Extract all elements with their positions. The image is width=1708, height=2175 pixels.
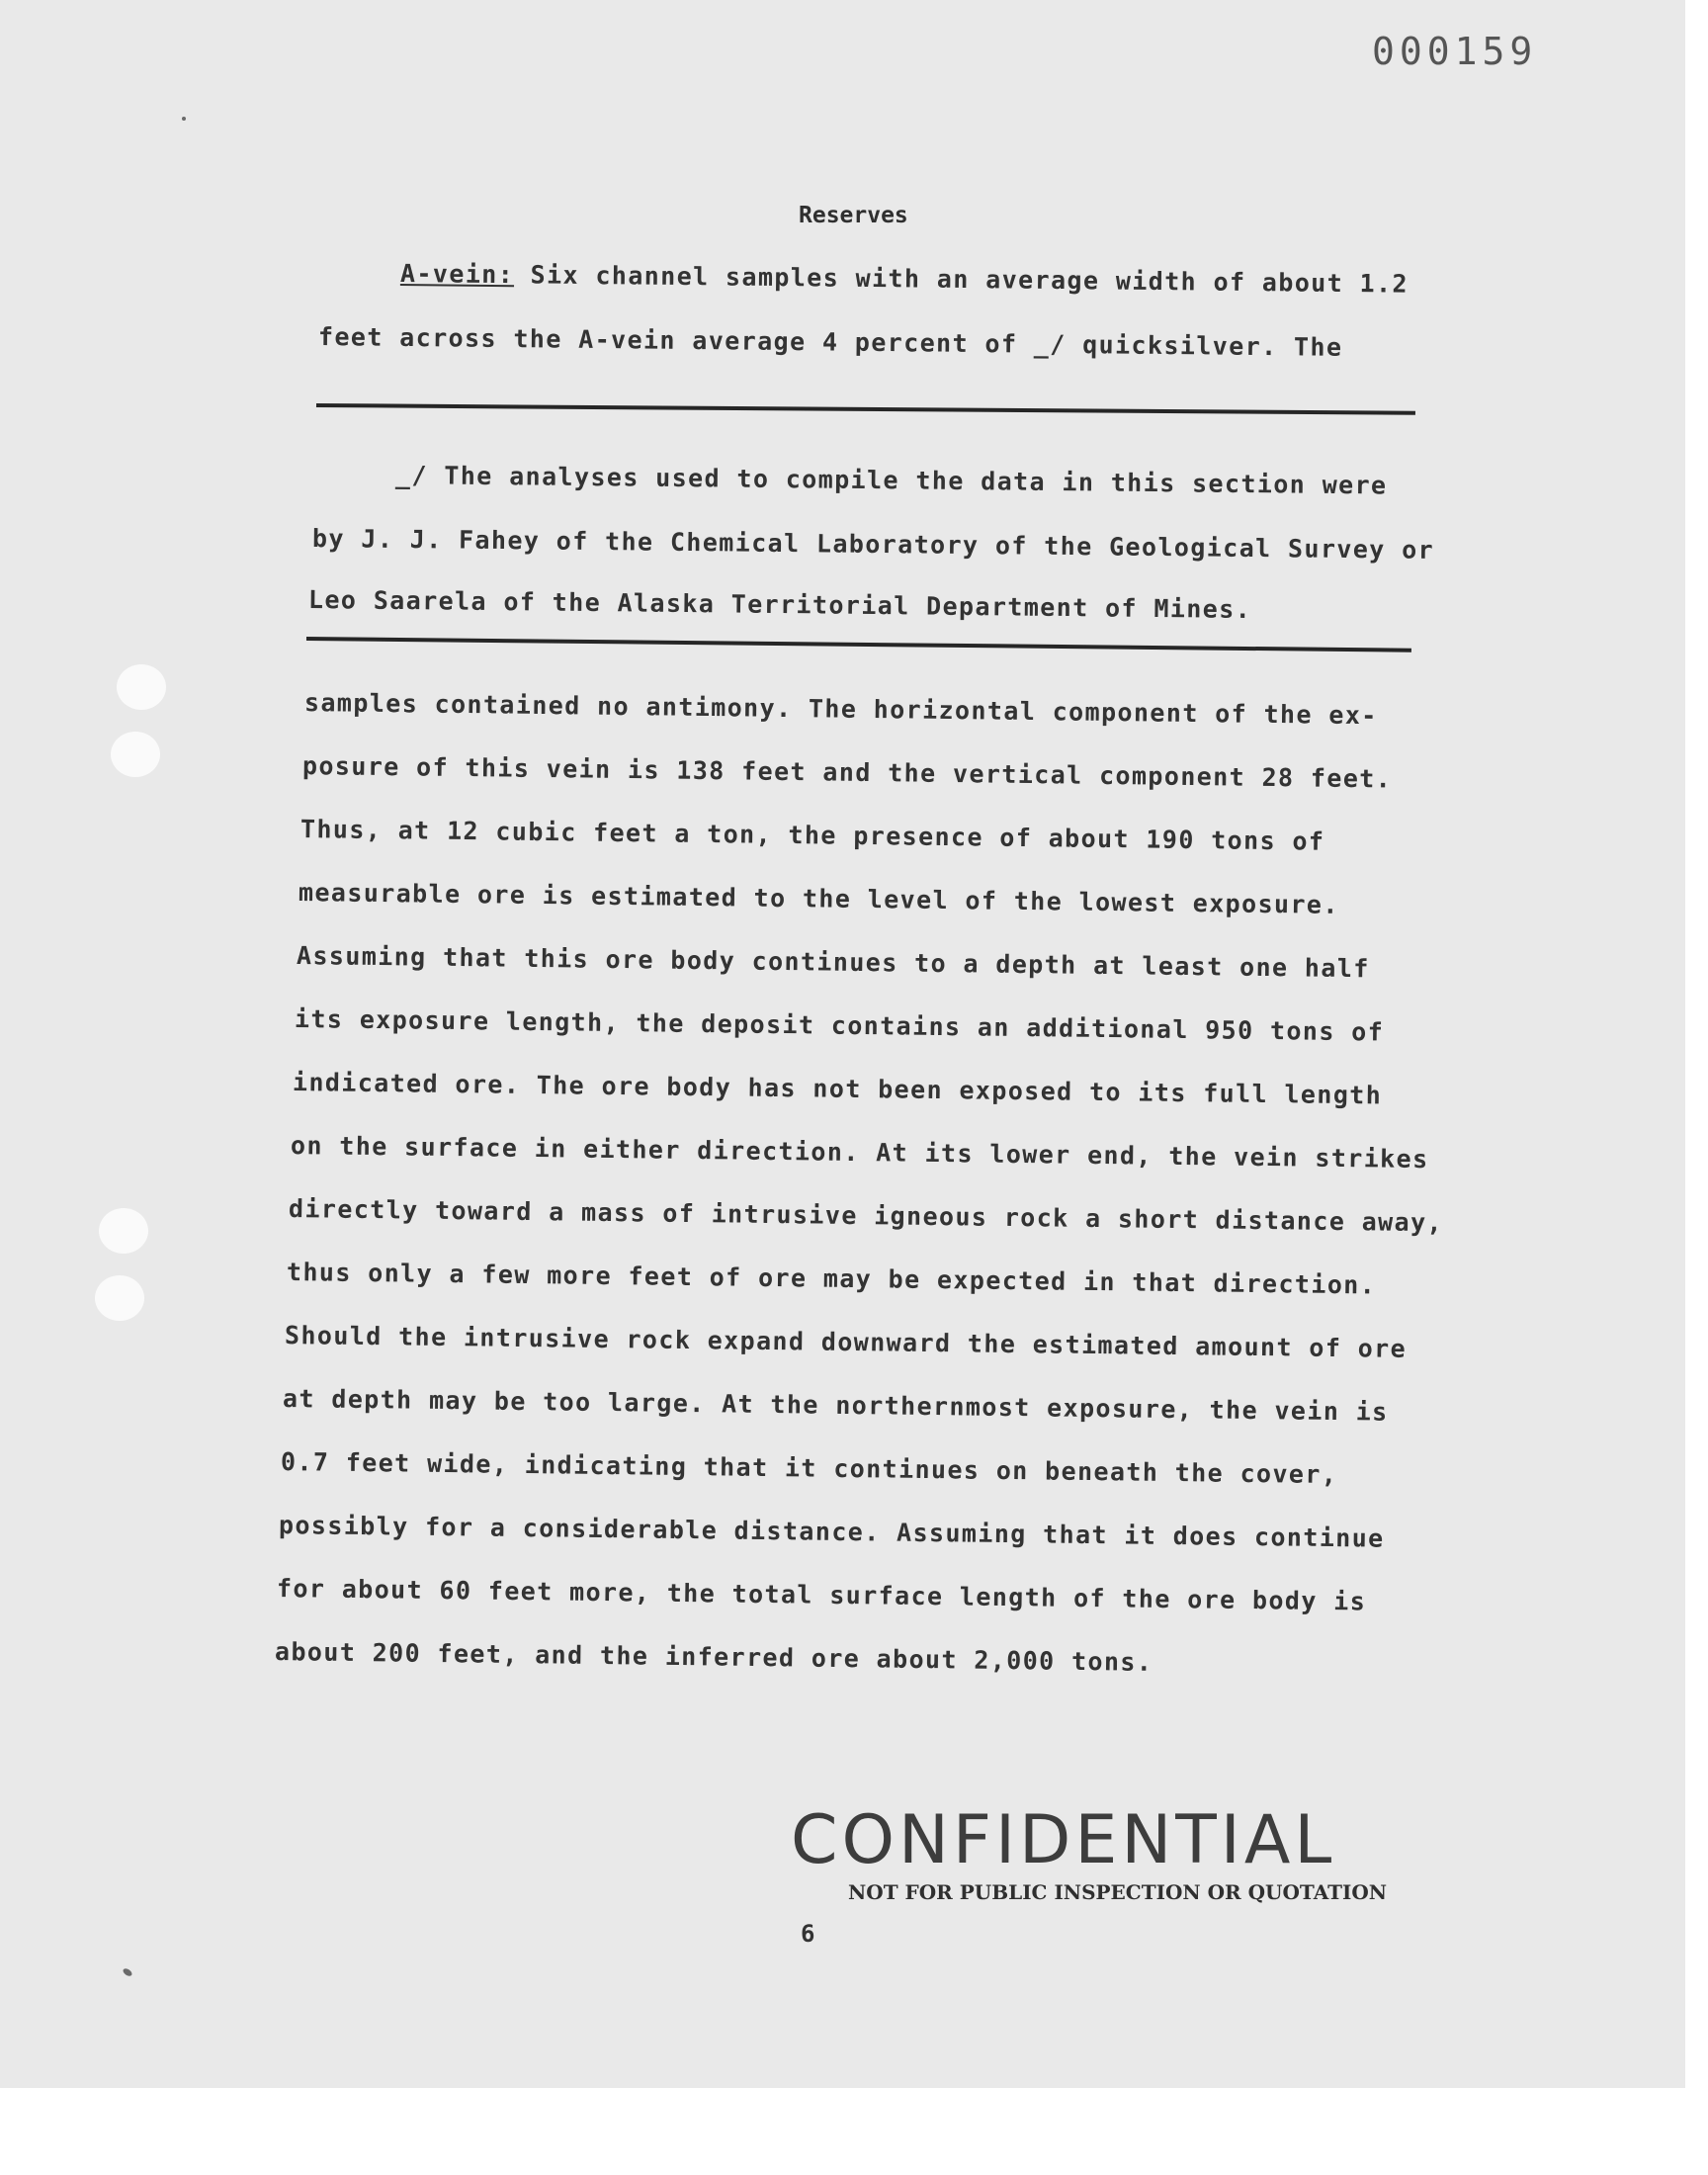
body-line-12: at depth may be too large. At the northernmost exposure, the vein is: [282, 1384, 1389, 1427]
body-line-11: Should the intrusive rock expand downward the estimated amount of ore: [284, 1321, 1408, 1363]
body-line-3: Thus, at 12 cubic feet a ton, the presence of about 190 tons of: [299, 815, 1325, 856]
body-line-15: for about 60 feet more, the total surface length of the ore body is: [276, 1574, 1367, 1616]
body-line-5: Assuming that this ore body continues to a depth at least one half: [296, 941, 1370, 984]
body-line-6: its exposure length, the deposit contains an additional 950 tons of: [294, 1004, 1385, 1047]
body-line-10: thus only a few more feet of ore may be expected in that direction.: [286, 1258, 1377, 1300]
scan-speck: [182, 117, 186, 121]
section-heading: Reserves: [799, 203, 908, 228]
body-line-13: 0.7 feet wide, indicating that it continues on beneath the cover,: [280, 1447, 1338, 1490]
footnote-bottom-rule: [306, 637, 1411, 652]
body-line-9: directly toward a mass of intrusive igneous rock a short distance away,: [288, 1194, 1444, 1238]
footnote-line-1: _/ The analyses used to compile the data in this section were: [394, 461, 1388, 500]
binder-hole: [99, 1208, 148, 1254]
footnote-line-2: by J. J. Fahey of the Chemical Laboratory of the Geological Survey or: [311, 524, 1435, 565]
footnote-line-3: Leo Saarela of the Alaska Territorial Department of Mines.: [307, 585, 1252, 624]
footnote-top-rule: [316, 403, 1415, 415]
page-number: 6: [801, 1920, 815, 1948]
binder-hole: [111, 732, 160, 777]
stamp-number: 000159: [1372, 30, 1538, 73]
body-line-2: posure of this vein is 138 feet and the vertical component 28 feet.: [301, 751, 1393, 794]
vein-label: A-vein:: [399, 259, 515, 290]
body-line-4: measurable ore is estimated to the level of the lowest exposure.: [298, 878, 1339, 919]
intro-line-1: [400, 259, 1409, 299]
body-line-1: samples contained no antimony. The horizontal component of the ex-: [303, 688, 1378, 731]
intro-line-1-text: Six channel samples with an average width of about 1.2: [530, 260, 1409, 299]
confidential-notice: NOT FOR PUBLIC INSPECTION OR QUOTATION: [848, 1880, 1388, 1904]
binder-hole: [117, 664, 166, 710]
body-line-7: indicated ore. The ore body has not been exposed to its full length: [292, 1068, 1383, 1110]
body-line-16: about 200 feet, and the inferred ore about 2,000 tons.: [274, 1637, 1153, 1677]
scan-speck: [122, 1967, 133, 1978]
intro-line-2: feet across the A-vein average 4 percent of _/ quicksilver. The: [317, 322, 1343, 362]
confidential-stamp: CONFIDENTIAL: [791, 1801, 1336, 1879]
body-line-8: on the surface in either direction. At its lower end, the vein strikes: [290, 1131, 1429, 1174]
body-line-14: possibly for a considerable distance. Assuming that it does continue: [278, 1511, 1385, 1553]
binder-hole: [95, 1275, 144, 1321]
